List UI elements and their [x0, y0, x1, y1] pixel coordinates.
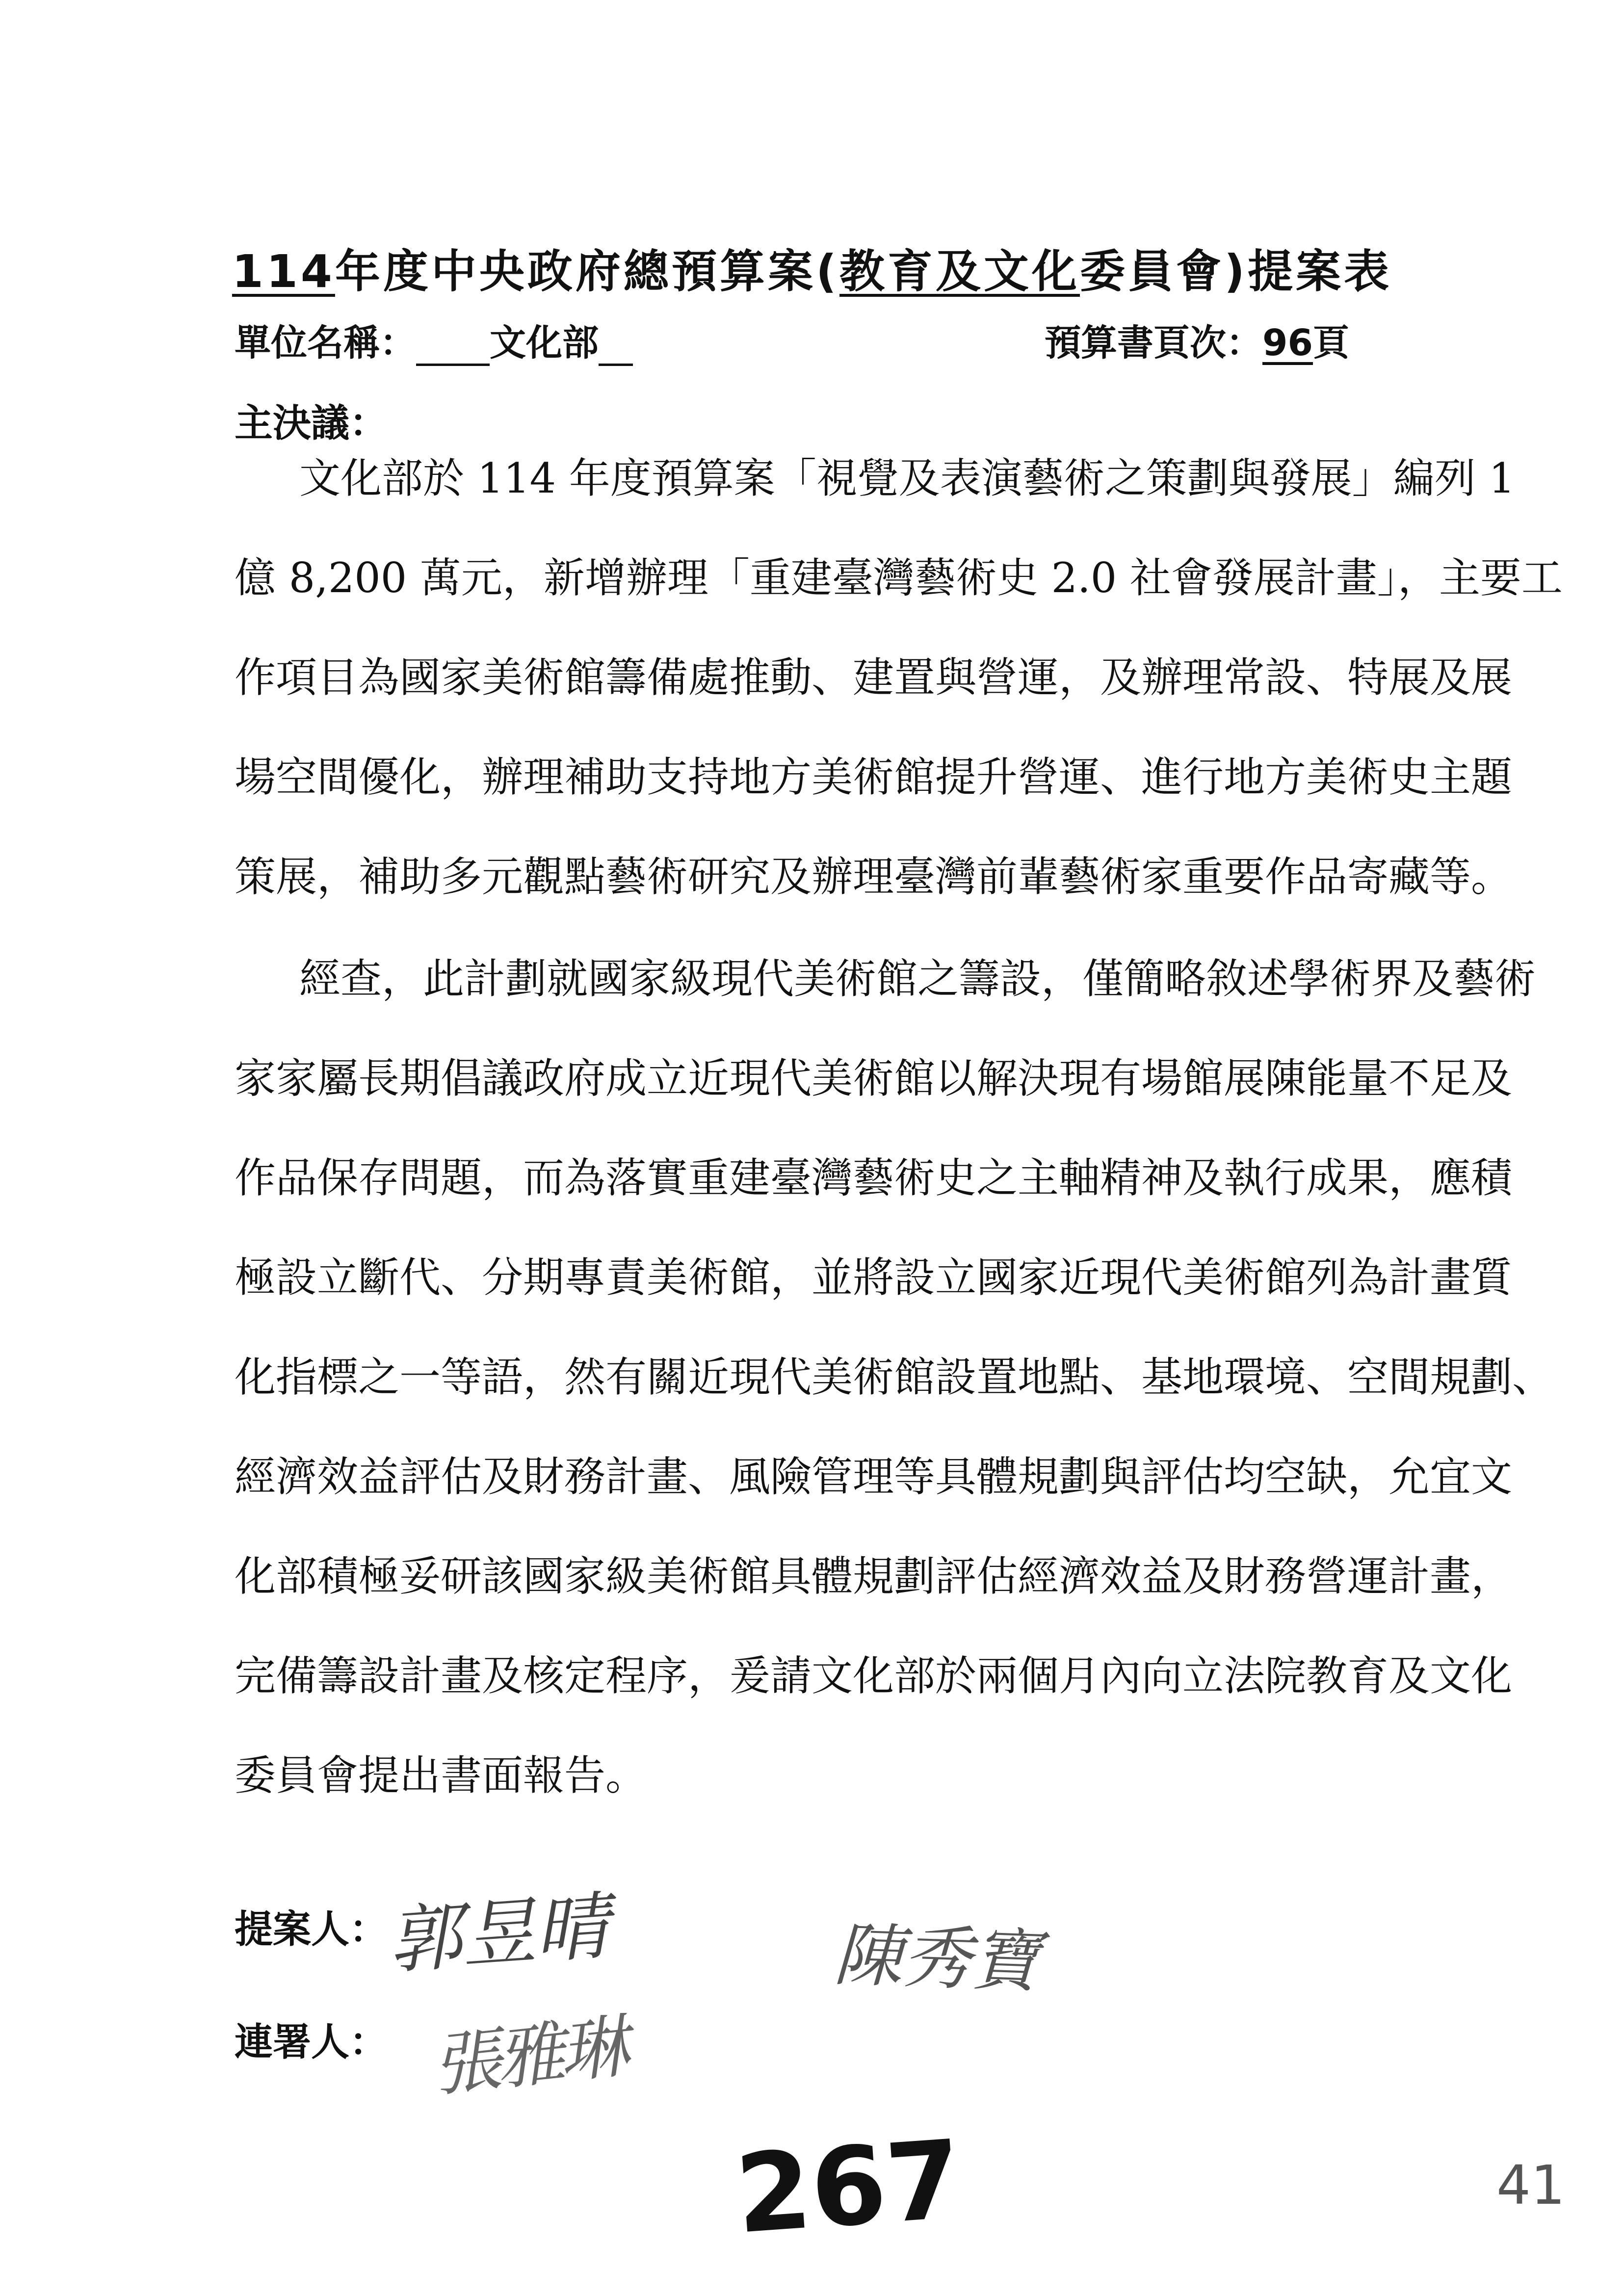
handwritten-number: 267 [732, 2116, 966, 2258]
title-committee: 教育及文化 [839, 245, 1080, 298]
body-line: 極設立斷代、分期專責美術館，並將設立國家近現代美術館列為計畫質 [235, 1253, 1513, 1302]
title-year: 114 [232, 245, 335, 298]
form-title [0, 235, 1624, 300]
body-line: 策展，補助多元觀點藝術研究及辦理臺灣前輩藝術家重要作品寄藏等。 [235, 853, 1513, 901]
unit-name [235, 314, 633, 366]
title-part1: 年度中央政府總預算案( [335, 245, 840, 298]
body-line: 化部積極妥研該國家級美術館具體規劃評估經濟效益及財務營運計畫， [235, 1552, 1513, 1600]
page-label: 預算書頁次： [1045, 322, 1263, 364]
body-line: 完備籌設計畫及核定程序，爰請文化部於兩個月內向立法院教育及文化 [235, 1652, 1513, 1700]
blank-line [599, 329, 633, 366]
budget-page [1045, 314, 1349, 366]
body-line: 經濟效益評估及財務計畫、風險管理等具體規劃與評估均空缺，允宜文 [235, 1453, 1513, 1501]
unit-label: 單位名稱： [235, 322, 416, 364]
cosigner-signature: 陳秀寶 [832, 1915, 1042, 2003]
body-line: 億 8,200 萬元，新增辦理「重建臺灣藝術史 2.0 社會發展計畫」，主要工 [235, 554, 1563, 602]
body-line: 委員會提出書面報告。 [235, 1751, 647, 1800]
proposer-label: 提案人： [235, 1907, 388, 1952]
resolution-label: 主決議： [235, 401, 388, 445]
body-line: 化指標之一等語，然有關近現代美術館設置地點、基地環境、空間規劃、 [235, 1353, 1554, 1401]
title-part2: 委員會)提案表 [1080, 245, 1392, 298]
page-number: 41 [1496, 2154, 1565, 2217]
body-line: 家家屬長期倡議政府成立近現代美術館以解決現有場館展陳能量不足及 [235, 1054, 1513, 1102]
page-value: 96 [1262, 322, 1313, 364]
body-line: 經查，此計劃就國家級現代美術館之籌設，僅簡略敘述學術界及藝術 [299, 955, 1536, 1003]
cosigner-signature: 張雅琳 [428, 2007, 628, 2107]
body-line: 文化部於 114 年度預算案「視覺及表演藝術之策劃與發展」編列 1 [299, 454, 1515, 502]
proposer-signature: 郭昱晴 [385, 1883, 612, 1984]
page-suffix: 頁 [1313, 322, 1349, 364]
body-line: 作品保存問題，而為落實重建臺灣藝術史之主軸精神及執行成果，應積 [235, 1154, 1513, 1202]
body-line: 場空間優化，辦理補助支持地方美術館提升營運、進行地方美術史主題 [235, 753, 1513, 801]
cosigner-label: 連署人： [235, 2020, 388, 2064]
unit-value: 文化部 [490, 322, 599, 364]
blank-line [416, 329, 490, 366]
body-line: 作項目為國家美術館籌備處推動、建置與營運，及辦理常設、特展及展 [235, 653, 1513, 702]
